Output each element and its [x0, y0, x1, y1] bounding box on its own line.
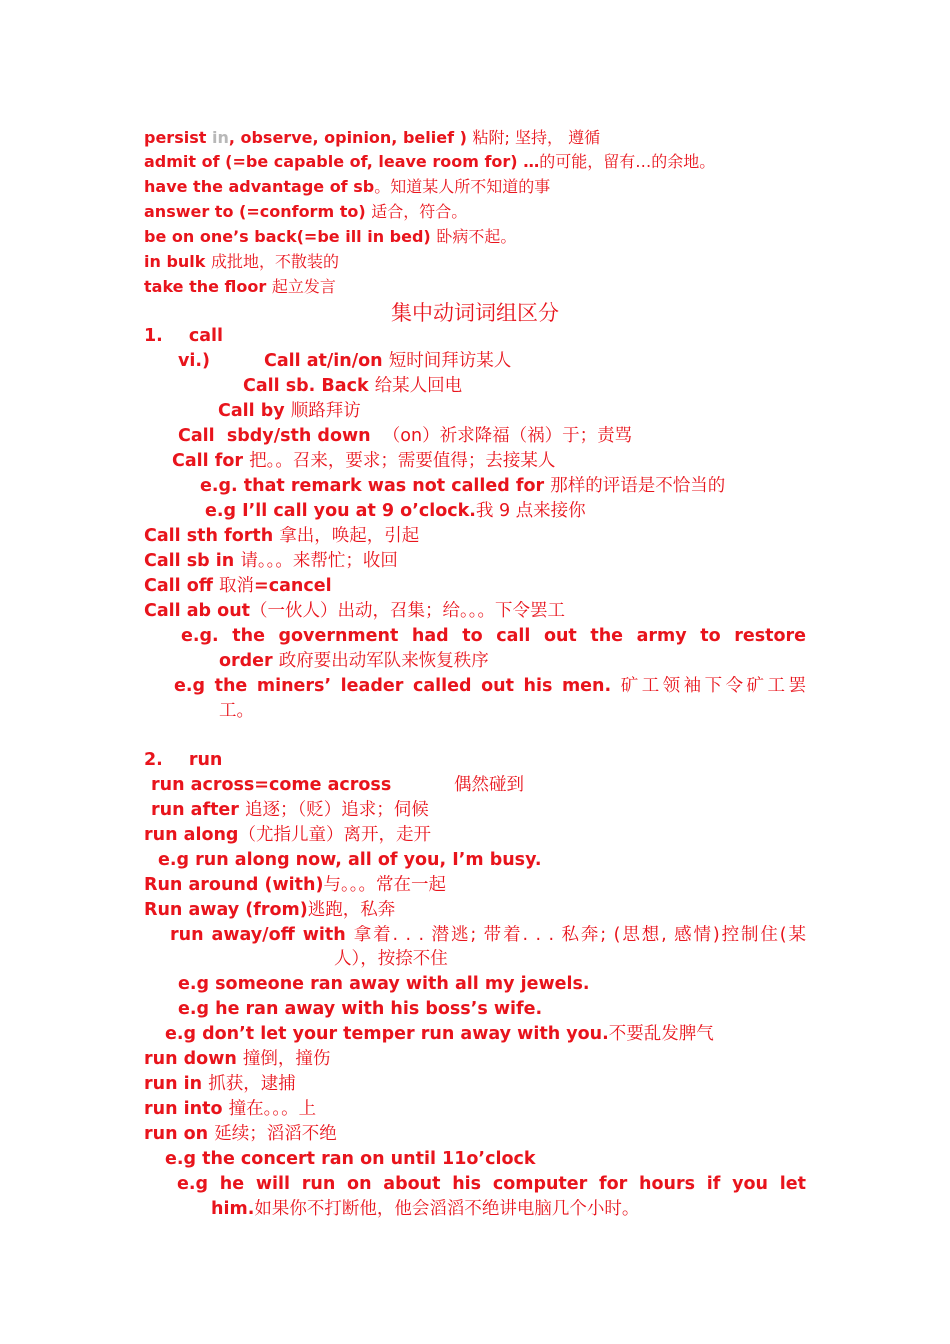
phrase: Call sth forth [144, 526, 280, 546]
example-temper [165, 1023, 714, 1045]
entry-persist [144, 127, 600, 149]
section-1-heading [144, 325, 223, 347]
example-text: e.g I’ll call you at 9 o’clock. [205, 501, 476, 521]
section-number: 1. [144, 326, 163, 346]
phrase-meaning: 顺路拜访 [290, 401, 361, 421]
example-concert: e.g the concert ran on until 11o’clock [165, 1149, 536, 1169]
example-text: him. [211, 1199, 255, 1219]
entry-meaning: 的可能，留有…的余地。 [539, 152, 716, 171]
example-call-you [205, 500, 586, 522]
example-computer-line1: e.g he will run on about his computer for hours if you let [177, 1174, 806, 1194]
call-off [144, 575, 332, 597]
example-call-out-army-line1: e.g. the government had to call out the army to restore [181, 626, 806, 646]
phrase: run after [151, 800, 246, 820]
run-across: run across=come across [151, 775, 392, 795]
phrase-meaning: 撞在。。。上 [228, 1099, 317, 1119]
phrase-synonym: =cancel [254, 576, 332, 596]
phrase-meaning: 与。。。常在一起 [323, 875, 446, 895]
entry-in-bulk [144, 251, 339, 273]
phrase-meaning: （一伙人）出动，召集；给。。。下令罢工 [250, 601, 566, 621]
call-sth-forth [144, 525, 419, 547]
example-text: e.g don’t let your temper run away with you. [165, 1024, 609, 1044]
call-sb-back [243, 375, 462, 397]
entry-take-floor [144, 276, 336, 298]
call-by [218, 400, 361, 422]
phrase-meaning: 请。。。来帮忙；收回 [240, 551, 398, 571]
run-across-meaning: 偶然碰到 [454, 775, 524, 795]
entry-meaning: 。知道某人所不知道的事 [374, 177, 551, 196]
phrase-meaning: 抓获，逮捕 [208, 1074, 296, 1094]
entry-have-advantage [144, 176, 550, 198]
phrase: Run around (with) [144, 875, 324, 895]
section-title: 集中动词词组区分 [391, 301, 559, 325]
example-call-out-army-line2 [219, 650, 489, 672]
entry-be-on-back [144, 226, 516, 248]
section-word: run [188, 750, 223, 770]
run-along [144, 824, 431, 846]
run-on [144, 1123, 337, 1145]
phrase-meaning: 取消 [219, 576, 255, 596]
phrase-meaning: 撞倒，撞伤 [242, 1049, 331, 1069]
section-word: call [188, 326, 224, 346]
example-called-for [200, 475, 725, 497]
phrase: run away/off with [170, 925, 354, 945]
example-miners-line1 [174, 675, 806, 697]
example-meaning: 政府要出动军队来恢复秩序 [278, 651, 489, 671]
phrase-meaning: 延续；滔滔不绝 [214, 1124, 337, 1144]
call-for [172, 450, 555, 472]
phrase-meaning: 把。。召来，要求；需要值得；去接某人 [249, 451, 556, 471]
phrase: run along [144, 825, 239, 845]
phrase: Call off [144, 576, 220, 596]
phrase: Call sbdy/sth down [178, 426, 383, 446]
entry-text-gray: in [211, 128, 229, 147]
phrase: Call sb in [144, 551, 241, 571]
entry-text: answer to (=conform to) [144, 202, 372, 221]
entry-text: be on one’s back(=be ill in bed) [144, 227, 437, 246]
phrase: run down [144, 1049, 243, 1069]
section-number: 2. [144, 750, 163, 770]
example-miners-line2: 工。 [219, 701, 254, 721]
entry-text: have the advantage of sb [144, 177, 375, 196]
run-away-with-line1 [170, 924, 806, 946]
run-after [151, 799, 429, 821]
entry-admit-of [144, 151, 715, 173]
section-2-heading [144, 749, 222, 771]
entry-text: persist [144, 128, 212, 147]
entry-text: , observe, opinion, belief ) [228, 128, 473, 147]
example-run-along: e.g run along now, all of you, I’m busy. [158, 850, 542, 870]
example-text: order [219, 651, 279, 671]
entry-text: take the floor [144, 277, 272, 296]
example-meaning: 矿工领袖下令矿工罢 [620, 676, 806, 696]
example-meaning: 我 9 点来接你 [475, 501, 586, 521]
entry-meaning: 粘附; 坚持， 遵循 [472, 128, 601, 147]
example-jewels: e.g someone ran away with all my jewels. [178, 974, 590, 994]
phrase: Call ab out [144, 601, 251, 621]
phrase: run on [144, 1124, 215, 1144]
phrase-meaning: 逃跑，私奔 [307, 900, 396, 920]
run-into [144, 1098, 316, 1120]
call-sb-in [144, 550, 398, 572]
phrase-meaning: 追逐；（贬）追求；伺候 [245, 800, 429, 820]
entry-answer-to [144, 201, 467, 223]
phrase: Call by [218, 401, 291, 421]
example-meaning: 如果你不打断他，他会滔滔不绝讲电脑几个小时。 [254, 1199, 640, 1219]
phrase-meaning: 拿着. . . 潜逃; 带着. . . 私奔; (思想, 感情)控制住(某 [353, 925, 807, 945]
entry-meaning: 起立发言 [271, 277, 336, 296]
phrase: Run away (from) [144, 900, 308, 920]
run-around [144, 874, 446, 896]
phrase-meaning: 拿出，唤起，引起 [279, 526, 420, 546]
phrase-meaning: 给某人回电 [374, 376, 463, 396]
run-away [144, 899, 395, 921]
example-computer-line2 [211, 1198, 639, 1220]
call-down [178, 425, 632, 447]
entry-meaning: 成批地，不散装的 [210, 252, 339, 271]
vi-label: vi.) [178, 351, 211, 371]
call-ab-out [144, 600, 565, 622]
run-in [144, 1073, 296, 1095]
phrase: run in [144, 1074, 209, 1094]
example-meaning: 那样的评语是不恰当的 [550, 476, 726, 496]
phrase: run into [144, 1099, 229, 1119]
phrase-meaning: （on）祈求降福（祸）于；责骂 [382, 426, 633, 446]
entry-text: in bulk [144, 252, 211, 271]
run-away-with-line2: 人），按捺不住 [334, 949, 448, 969]
example-boss-wife: e.g he ran away with his boss’s wife. [178, 999, 543, 1019]
phrase-meaning: 短时间拜访某人 [388, 351, 512, 371]
phrase: Call at/in/on [264, 351, 389, 371]
phrase: Call sb. Back [243, 376, 375, 396]
entry-meaning: 适合，符合。 [371, 202, 468, 221]
run-down [144, 1048, 330, 1070]
entry-text: admit of (=be capable of, leave room for) … [144, 152, 540, 171]
call-at-in-on [264, 350, 511, 372]
phrase-meaning: （尤指儿童）离开，走开 [238, 825, 431, 845]
example-text: e.g the miners’ leader called out his men. [174, 676, 621, 696]
phrase: Call for [172, 451, 250, 471]
example-text: e.g. that remark was not called for [200, 476, 551, 496]
example-meaning: 不要乱发脾气 [608, 1024, 714, 1044]
entry-meaning: 卧病不起。 [436, 227, 517, 246]
